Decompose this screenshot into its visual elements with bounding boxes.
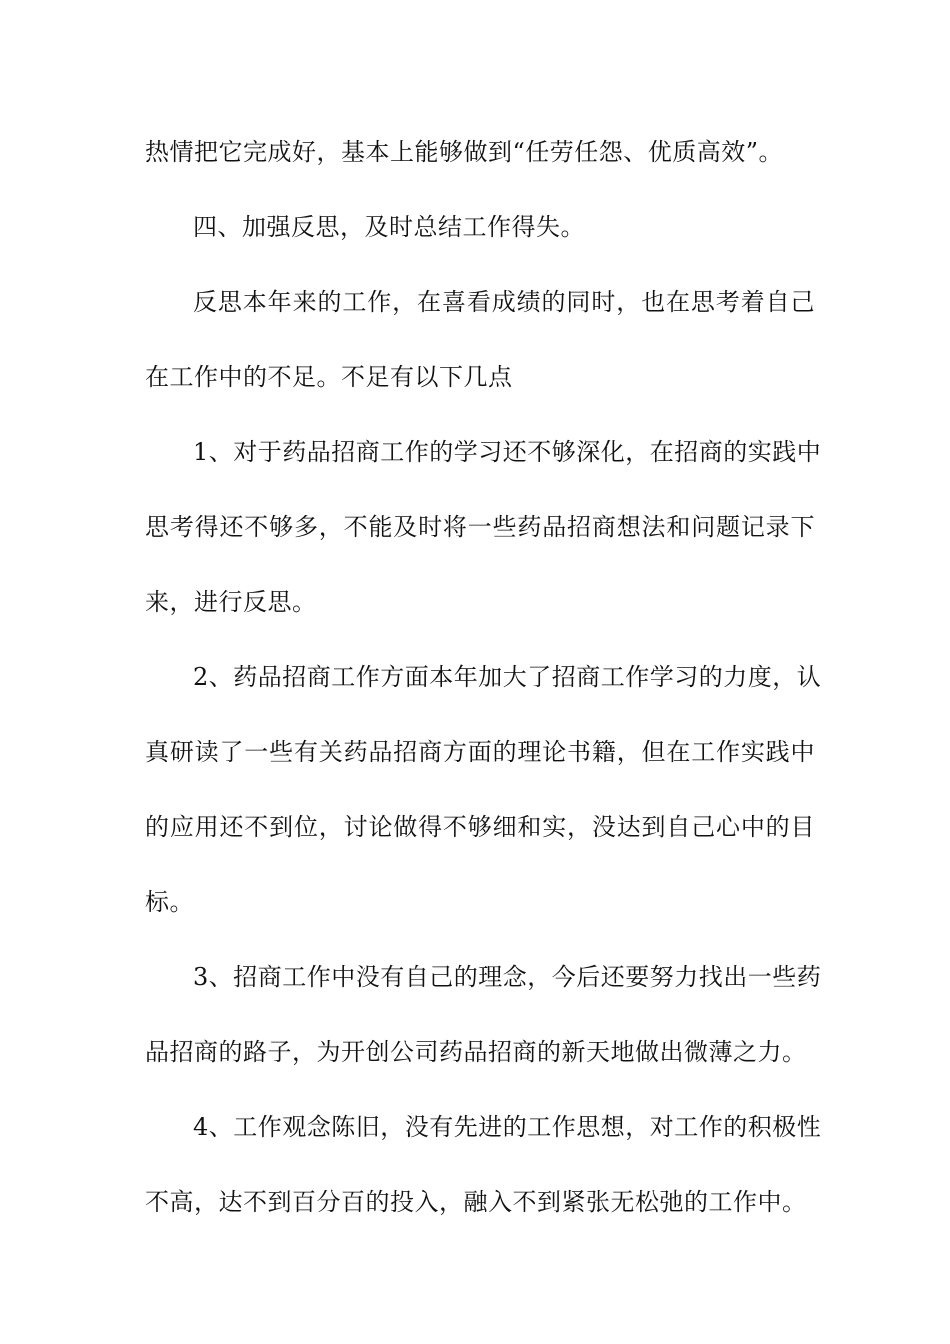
- list-item-1-line-2: 思考得还不够多，不能及时将一些药品招商想法和问题记录下: [145, 513, 815, 541]
- list-item-4-line-2: 不高，达不到百分百的投入，融入不到紧张无松弛的工作中。: [145, 1188, 807, 1216]
- list-item-2-line-1: 2、药品招商工作方面本年加大了招商工作学习的力度，认: [193, 663, 822, 691]
- list-item-2-line-2: 真研读了一些有关药品招商方面的理论书籍，但在工作实践中: [145, 738, 815, 766]
- list-item-2-line-3: 的应用还不到位，讨论做得不够细和实，没达到自己心中的目: [145, 813, 815, 841]
- list-item-1-line-3: 来，进行反思。: [145, 588, 317, 616]
- list-item-3-line-2: 品招商的路子，为开创公司药品招商的新天地做出微薄之力。: [145, 1038, 807, 1066]
- text-line-4: 在工作中的不足。不足有以下几点: [145, 363, 513, 391]
- list-item-3-line-1: 3、招商工作中没有自己的理念，今后还要努力找出一些药: [193, 963, 822, 991]
- list-item-1-line-1: 1、对于药品招商工作的学习还不够深化，在招商的实践中: [193, 438, 822, 466]
- text-line-3: 反思本年来的工作，在喜看成绩的同时，也在思考着自己: [193, 288, 815, 316]
- list-item-4-line-1: 4、工作观念陈旧，没有先进的工作思想，对工作的积极性: [193, 1113, 822, 1141]
- list-item-2-line-4: 标。: [145, 888, 194, 916]
- section-heading-four: 四、加强反思，及时总结工作得失。: [193, 213, 585, 241]
- text-line-1: 热情把它完成好，基本上能够做到“任劳任怨、优质高效”。: [145, 138, 784, 166]
